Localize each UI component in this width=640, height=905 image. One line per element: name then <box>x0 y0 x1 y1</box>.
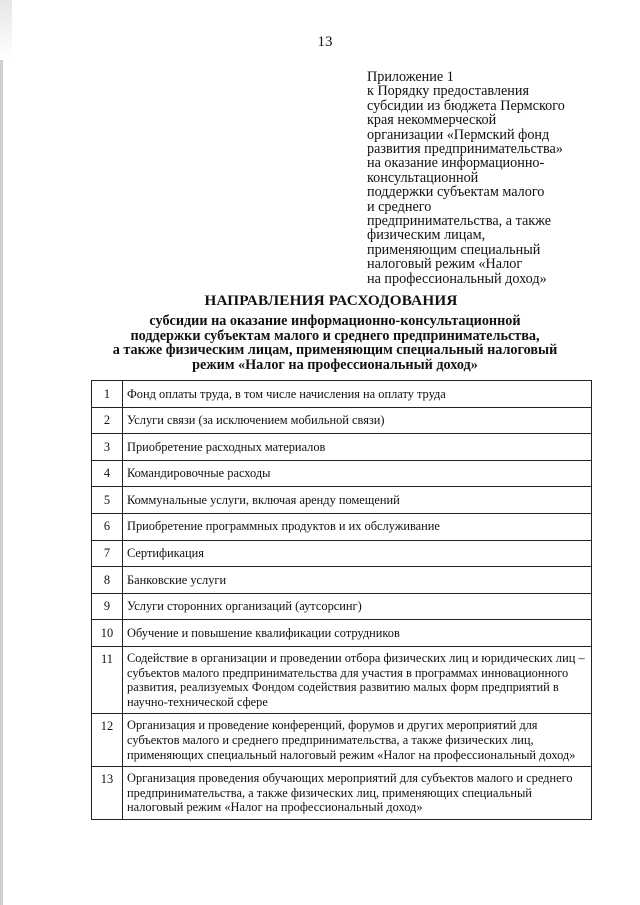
row-text: Приобретение расходных материалов <box>123 434 592 461</box>
row-number: 9 <box>92 593 123 620</box>
row-text: Содействие в организации и проведении отбора физических лиц и юридических лиц – субъектов малого предпринимательства для участия в программах инновационного развития, реализуемых Фондом содействия развитию малых форм предприятий в научно-технической сфере <box>123 646 592 713</box>
expenses-table <box>91 380 592 820</box>
row-number: 4 <box>92 460 123 487</box>
appendix-line: поддержки субъектам малого <box>367 184 545 201</box>
appendix-line: на оказание информационно- <box>367 155 545 172</box>
table-row <box>92 593 592 620</box>
document-title: НАПРАВЛЕНИЯ РАСХОДОВАНИЯ <box>204 292 458 309</box>
row-text: Организация проведения обучающих мероприятий для субъектов малого и среднего предпринимательства, а также физических лиц, применяющих специальный налоговый режим «Налог на профессиональный доход» <box>123 767 592 820</box>
appendix-line: развития предпринимательства» <box>367 141 563 158</box>
appendix-line: применяющим специальный <box>367 241 541 258</box>
appendix-line: на профессиональный доход» <box>367 270 547 287</box>
row-number: 5 <box>92 487 123 514</box>
row-text: Фонд оплаты труда, в том числе начисления на оплату труда <box>123 381 592 408</box>
row-number: 2 <box>92 407 123 434</box>
row-number: 11 <box>92 646 123 713</box>
row-text: Обучение и повышение квалификации сотрудников <box>123 620 592 647</box>
subtitle-line: субсидии на оказание информационно-консультационной <box>149 313 521 329</box>
page-number: 13 <box>317 34 333 50</box>
document-subtitle <box>0 314 640 372</box>
row-number: 8 <box>92 567 123 594</box>
appendix-line: края некоммерческой <box>367 112 497 129</box>
subtitle-line: поддержки субъектам малого и среднего предпринимательства, <box>130 327 540 344</box>
row-number: 6 <box>92 513 123 540</box>
appendix-line: и среднего <box>367 198 432 215</box>
appendix-line: Приложение 1 <box>367 69 454 85</box>
appendix-line: субсидии из бюджета Пермского <box>367 97 565 114</box>
appendix-line: предпринимательства, а также <box>367 213 552 230</box>
row-number: 3 <box>92 434 123 461</box>
appendix-line: организации «Пермский фонд <box>367 126 550 143</box>
scan-mark <box>0 0 12 60</box>
row-number: 12 <box>92 714 123 767</box>
table-row <box>92 540 592 567</box>
appendix-line: к Порядку предоставления <box>367 83 529 100</box>
table-row <box>92 567 592 594</box>
row-text: Приобретение программных продуктов и их обслуживание <box>123 513 592 540</box>
row-text: Банковские услуги <box>123 567 592 594</box>
row-number: 7 <box>92 540 123 567</box>
row-text: Организация и проведение конференций, форумов и других мероприятий для субъектов малого и среднего предпринимательства, а также физических лиц, применяющих специальный налоговый режим «Налог на профессиональный доход» <box>123 714 592 767</box>
row-number: 10 <box>92 620 123 647</box>
appendix-line: физическим лицам, <box>367 227 486 244</box>
table-row <box>92 714 592 767</box>
table-row <box>92 434 592 461</box>
subtitle-line: режим «Налог на профессиональный доход» <box>192 356 478 373</box>
table-row <box>92 460 592 487</box>
table-row <box>92 620 592 647</box>
row-number: 13 <box>92 767 123 820</box>
row-text: Услуги сторонних организаций (аутсорсинг) <box>123 593 592 620</box>
table-row <box>92 407 592 434</box>
appendix-line: налоговый режим «Налог <box>367 256 523 273</box>
row-text: Услуги связи (за исключением мобильной связи) <box>123 407 592 434</box>
appendix-header <box>367 70 617 286</box>
subtitle-line: а также физическим лицам, применяющим специальный налоговый <box>112 342 558 359</box>
row-text: Командировочные расходы <box>123 460 592 487</box>
table-row <box>92 381 592 408</box>
row-number: 1 <box>92 381 123 408</box>
table-row <box>92 646 592 713</box>
appendix-line: консультационной <box>367 169 479 186</box>
table-row <box>92 767 592 820</box>
row-text: Коммунальные услуги, включая аренду помещений <box>123 487 592 514</box>
table-row <box>92 487 592 514</box>
row-text: Сертификация <box>123 540 592 567</box>
scan-edge <box>0 0 3 905</box>
table-row <box>92 513 592 540</box>
